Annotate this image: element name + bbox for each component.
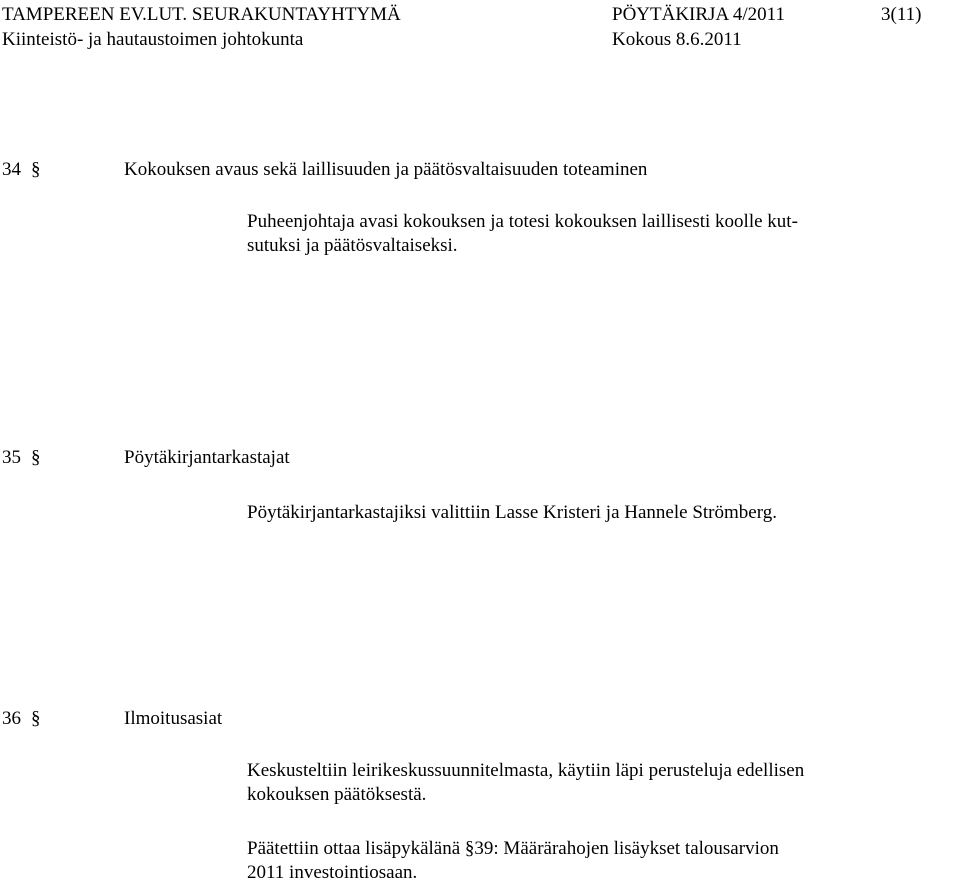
section-34-paragraph-line-2: sutuksi ja päätösvaltaiseksi. xyxy=(247,235,458,256)
section-36-paragraph-2-line-1 xyxy=(247,837,937,861)
section-36-paragraph-2-text-before: Päätettiin ottaa lisäpykälänä xyxy=(247,838,461,859)
section-36-paragraph-2-inline-mark: § xyxy=(464,838,475,859)
header-meeting-date: Kokous 8.6.2011 xyxy=(612,29,742,50)
header-department: Kiinteistö- ja hautaustoimen johtokunta xyxy=(2,29,304,50)
header-document-title: PÖYTÄKIRJA 4/2011 xyxy=(612,4,785,25)
section-36-paragraph-1-line-1: Keskusteltiin leirikeskussuunnitelmasta, käytiin läpi perusteluja edellisen xyxy=(247,760,805,781)
section-34-paragraph xyxy=(247,210,937,258)
section-36-paragraph-2 xyxy=(247,837,937,885)
section-35-paragraph xyxy=(247,501,937,525)
section-34-number: 34 xyxy=(2,159,21,180)
section-35-mark: § xyxy=(31,447,41,468)
section-36-mark: § xyxy=(31,708,41,729)
section-34-title: Kokouksen avaus sekä laillisuuden ja päätösvaltaisuuden toteaminen xyxy=(124,159,648,180)
section-35-paragraph-line-1: Pöytäkirjantarkastajiksi valittiin Lasse Kristeri ja Hannele Strömberg. xyxy=(247,502,777,523)
section-34-paragraph-line-1: Puheenjohtaja avasi kokouksen ja totesi kokouksen laillisesti koolle kut- xyxy=(247,211,798,232)
section-36-paragraph-1 xyxy=(247,759,937,807)
section-36-paragraph-1-line-2: kokouksen päätöksestä. xyxy=(247,784,427,805)
section-36-title: Ilmoitusasiat xyxy=(124,708,223,729)
section-35-number: 35 xyxy=(2,447,21,468)
section-36-paragraph-2-line-2: 2011 investointiosaan. xyxy=(247,862,418,883)
header-organization: TAMPEREEN EV.LUT. SEURAKUNTAYHTYMÄ xyxy=(2,4,401,25)
section-36-paragraph-2-text-after: 39: Määrärahojen lisäykset talousarvion xyxy=(474,838,779,859)
header-page-number: 3(11) xyxy=(881,4,922,25)
section-34-mark: § xyxy=(31,159,41,180)
section-36-number: 36 xyxy=(2,708,21,729)
section-35-title: Pöytäkirjantarkastajat xyxy=(124,447,290,468)
